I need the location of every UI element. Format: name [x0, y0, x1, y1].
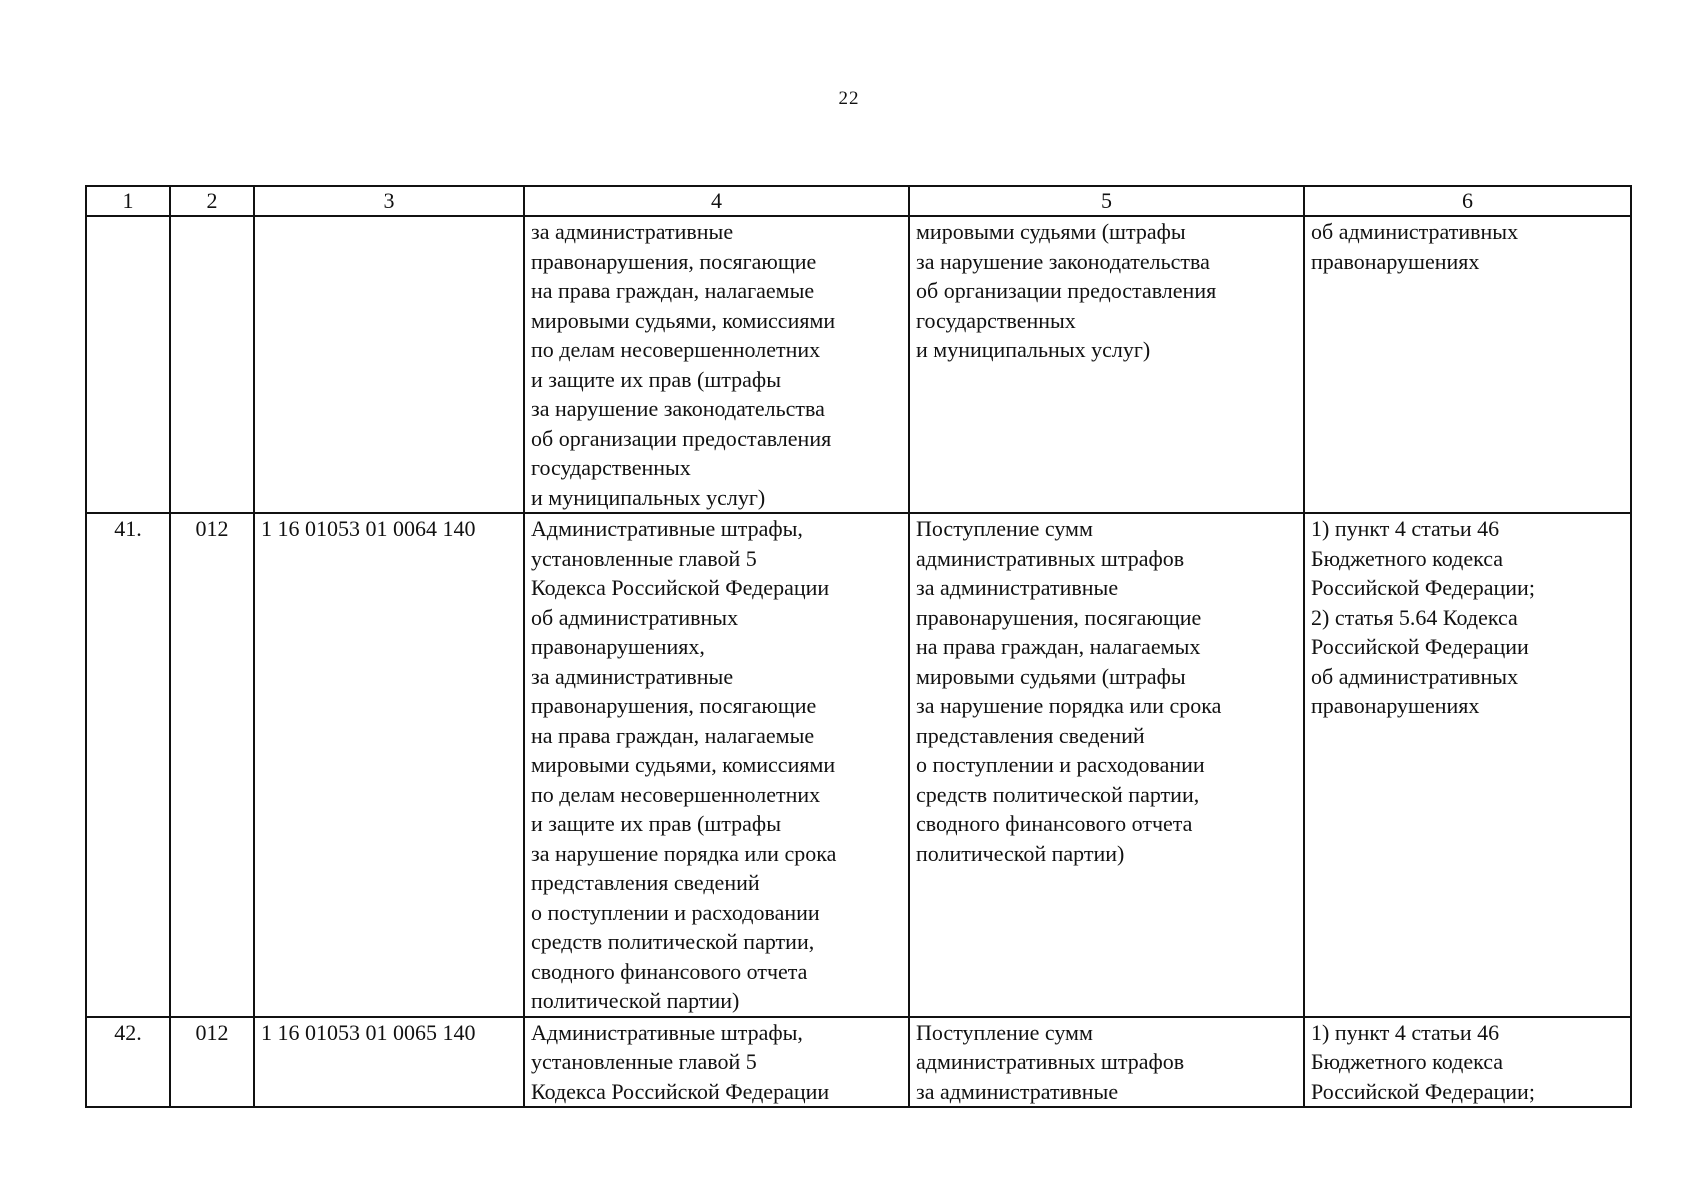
row-number-cell: 41.	[86, 513, 170, 1017]
legal-basis-cell: 1) пункт 4 статьи 46 Бюджетного кодекса Российской Федерации; 2) статья 5.64 Кодекса Российской Федерации об административных правонарушениях	[1304, 513, 1631, 1017]
revenue-description-cell: Поступление сумм административных штрафов за административные	[909, 1017, 1304, 1108]
budget-code-cell: 1 16 01053 01 0064 140	[254, 513, 524, 1017]
budget-code-cell	[254, 216, 524, 513]
revenue-name-cell: за административные правонарушения, посягающие на права граждан, налагаемые мировыми судьями, комиссиями по делам несовершеннолетних и защите их прав (штрафы за нарушение законодательства об организации предоставления государственных и муниципальных услуг)	[524, 216, 909, 513]
table-row-42	[86, 1017, 1631, 1108]
row-number-cell: 42.	[86, 1017, 170, 1108]
column-header-6: 6	[1304, 186, 1631, 216]
administrator-code-cell	[170, 216, 254, 513]
column-header-4: 4	[524, 186, 909, 216]
budget-code-cell: 1 16 01053 01 0065 140	[254, 1017, 524, 1108]
revenue-name-cell: Административные штрафы, установленные главой 5 Кодекса Российской Федерации	[524, 1017, 909, 1108]
column-header-2: 2	[170, 186, 254, 216]
revenue-description-cell: мировыми судьями (штрафы за нарушение законодательства об организации предоставления государственных и муниципальных услуг)	[909, 216, 1304, 513]
revenue-description-cell: Поступление сумм административных штрафов за административные правонарушения, посягающие на права граждан, налагаемых мировыми судьями (штрафы за нарушение порядка или срока представления сведений о поступлении и расходовании средств политической партии, сводного финансового отчета политической партии)	[909, 513, 1304, 1017]
legal-basis-cell: об административных правонарушениях	[1304, 216, 1631, 513]
column-header-3: 3	[254, 186, 524, 216]
column-header-5: 5	[909, 186, 1304, 216]
legal-basis-cell: 1) пункт 4 статьи 46 Бюджетного кодекса Российской Федерации;	[1304, 1017, 1631, 1108]
administrator-code-cell: 012	[170, 513, 254, 1017]
revenue-name-cell: Административные штрафы, установленные главой 5 Кодекса Российской Федерации об административных правонарушениях, за административные правонарушения, посягающие на права граждан, налагаемые мировыми судьями, комиссиями по делам несовершеннолетних и защите их прав (штрафы за нарушение порядка или срока представления сведений о поступлении и расходовании средств политической партии, сводного финансового отчета политической партии)	[524, 513, 909, 1017]
table-row-41	[86, 513, 1631, 1017]
row-number-cell	[86, 216, 170, 513]
table-row-continuation	[86, 216, 1631, 513]
page-number: 22	[838, 88, 860, 109]
column-number-header-row	[86, 186, 1631, 216]
revenue-codes-table	[85, 185, 1632, 1108]
administrator-code-cell: 012	[170, 1017, 254, 1108]
column-header-1: 1	[86, 186, 170, 216]
